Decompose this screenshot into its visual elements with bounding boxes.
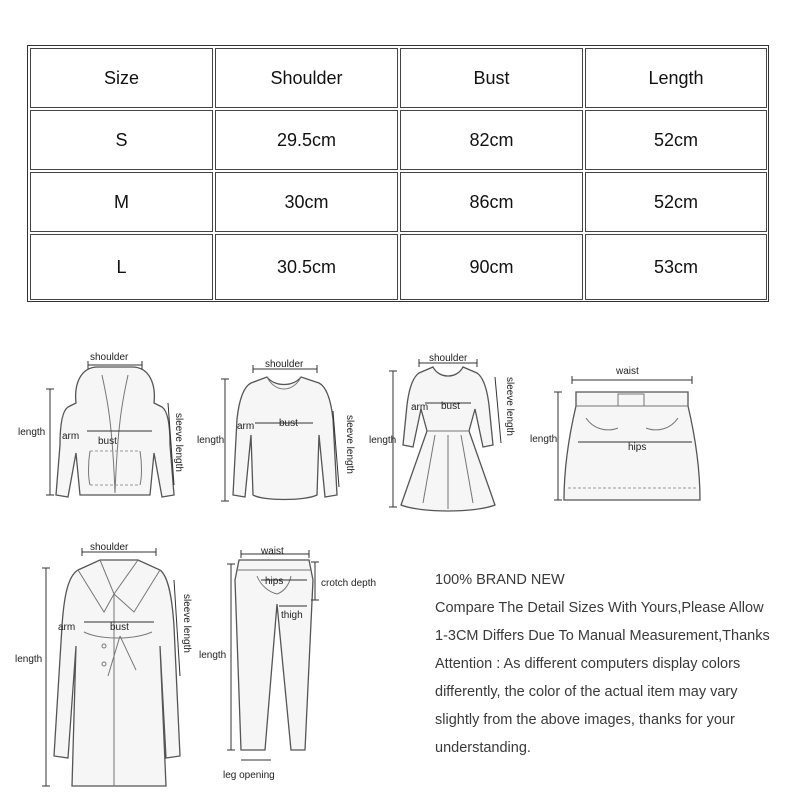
label-arm: arm <box>237 421 255 432</box>
label-arm: arm <box>58 622 76 633</box>
label-sleeve-length: sleeve length <box>504 377 515 436</box>
table-cell: 30cm <box>215 172 398 232</box>
table-cell: 90cm <box>400 234 583 300</box>
note-line: differently, the color of the actual item may vary <box>435 684 738 700</box>
label-bust: bust <box>110 622 129 633</box>
table-row <box>28 110 768 172</box>
label-thigh: thigh <box>281 610 303 621</box>
pants-outline <box>235 560 313 750</box>
table-cell: 29.5cm <box>215 110 398 170</box>
label-shoulder: shoulder <box>90 542 129 553</box>
label-waist: waist <box>616 366 639 377</box>
label-arm: arm <box>62 431 80 442</box>
label-shoulder: shoulder <box>90 352 129 363</box>
note-line: understanding. <box>435 740 531 756</box>
dress-diagram <box>365 345 535 525</box>
header-shoulder: Shoulder <box>215 48 398 108</box>
label-length: length <box>18 427 46 438</box>
sweater-diagram <box>195 355 375 520</box>
label-hips: hips <box>265 576 284 587</box>
label-leg-opening: leg opening <box>223 770 275 781</box>
label-length: length <box>199 650 227 661</box>
label-shoulder: shoulder <box>429 353 468 364</box>
label-length: length <box>15 654 43 665</box>
sweater-outline <box>233 377 337 500</box>
table-cell: 86cm <box>400 172 583 232</box>
note-line: 1-3CM Differs Due To Manual Measurement,Thanks <box>435 628 770 644</box>
note-line: slightly from the above images, thanks for your <box>435 712 735 728</box>
table-cell: M <box>30 172 213 232</box>
table-cell: 52cm <box>585 110 767 170</box>
product-notes <box>435 566 800 762</box>
label-sleeve-length: sleeve length <box>173 413 184 472</box>
table-row <box>28 172 768 234</box>
table-header-row <box>28 46 768 108</box>
label-arm: arm <box>411 402 429 413</box>
label-bust: bust <box>98 436 117 447</box>
label-sleeve-length: sleeve length <box>344 415 355 474</box>
table-cell: S <box>30 110 213 170</box>
table-cell: 53cm <box>585 234 767 300</box>
coat-outline <box>54 560 180 786</box>
label-length: length <box>530 434 558 445</box>
table-cell: L <box>30 234 213 300</box>
header-bust: Bust <box>400 48 583 108</box>
label-bust: bust <box>441 401 460 412</box>
size-table <box>27 45 769 302</box>
label-waist: waist <box>261 546 284 557</box>
header-length: Length <box>585 48 767 108</box>
label-length: length <box>369 435 397 446</box>
hoodie-diagram <box>10 345 200 520</box>
label-sleeve-length: sleeve length <box>181 594 192 653</box>
header-size: Size <box>30 48 213 108</box>
coat-diagram <box>10 536 200 801</box>
table-cell: 52cm <box>585 172 767 232</box>
table-row <box>28 234 768 300</box>
label-bust: bust <box>279 418 298 429</box>
label-hips: hips <box>628 442 647 453</box>
label-shoulder: shoulder <box>265 359 304 370</box>
label-crotch-depth: crotch depth <box>321 578 377 589</box>
note-line: Attention : As different computers display colors <box>435 656 741 672</box>
table-cell: 82cm <box>400 110 583 170</box>
skirt-diagram <box>528 360 708 525</box>
label-length: length <box>197 435 225 446</box>
pants-diagram <box>195 540 395 795</box>
note-line: 100% BRAND NEW <box>435 572 565 588</box>
note-line: Compare The Detail Sizes With Yours,Please Allow <box>435 600 764 616</box>
table-cell: 30.5cm <box>215 234 398 300</box>
